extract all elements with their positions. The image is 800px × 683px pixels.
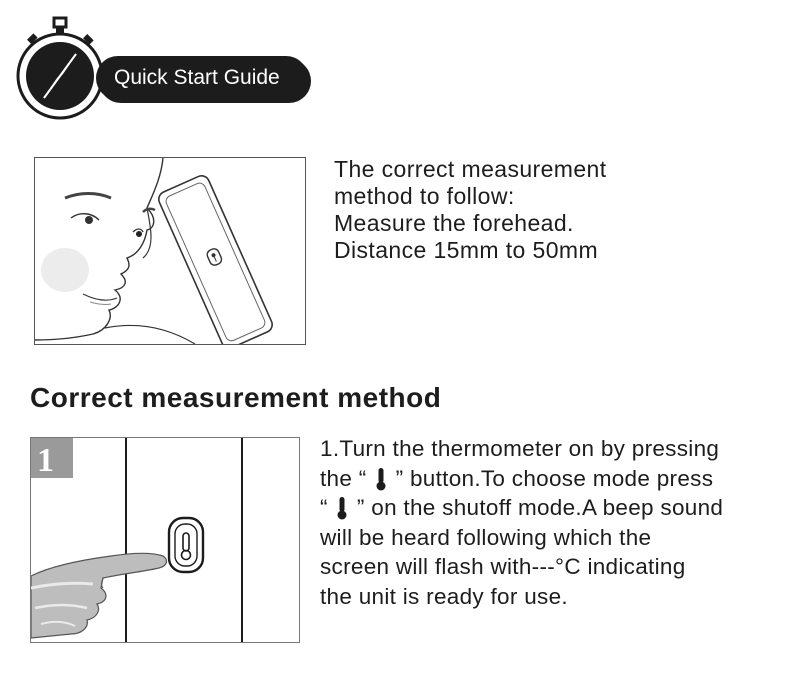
quick-start-guide-label: Quick Start Guide: [96, 56, 308, 100]
method-line: Distance 15mm to 50mm: [334, 237, 599, 263]
step-line: [320, 464, 790, 494]
step-line: [320, 493, 790, 523]
forehead-measurement-illustration: [34, 157, 306, 345]
method-line: method to follow:: [334, 183, 515, 209]
step-line: screen will flash with---°C indicating: [320, 554, 686, 579]
measurement-method-description: [334, 156, 774, 264]
thermometer-button-icon: [336, 496, 348, 520]
step-line: 1.Turn the thermometer on by pressing: [320, 436, 720, 461]
method-line: Measure the forehead.: [334, 210, 574, 236]
section-title: Correct measurement method: [30, 382, 442, 413]
step-line-part: ” button.To choose mode press: [389, 465, 714, 491]
step-line-part: the “: [320, 465, 374, 491]
step-line-part: ” on the shutoff mode.A beep sound: [350, 495, 724, 520]
step-line: will be heard following which the: [320, 524, 652, 550]
method-line: The correct measurement: [334, 156, 607, 182]
step-1-instructions: [320, 434, 790, 611]
thermometer-button-icon: [169, 518, 203, 572]
step-line: the unit is ready for use.: [320, 583, 568, 609]
thermometer-button-icon: [375, 467, 387, 491]
step-line-part: “: [320, 495, 335, 520]
step-1-illustration: [30, 437, 300, 643]
step-number: 1: [37, 442, 54, 479]
